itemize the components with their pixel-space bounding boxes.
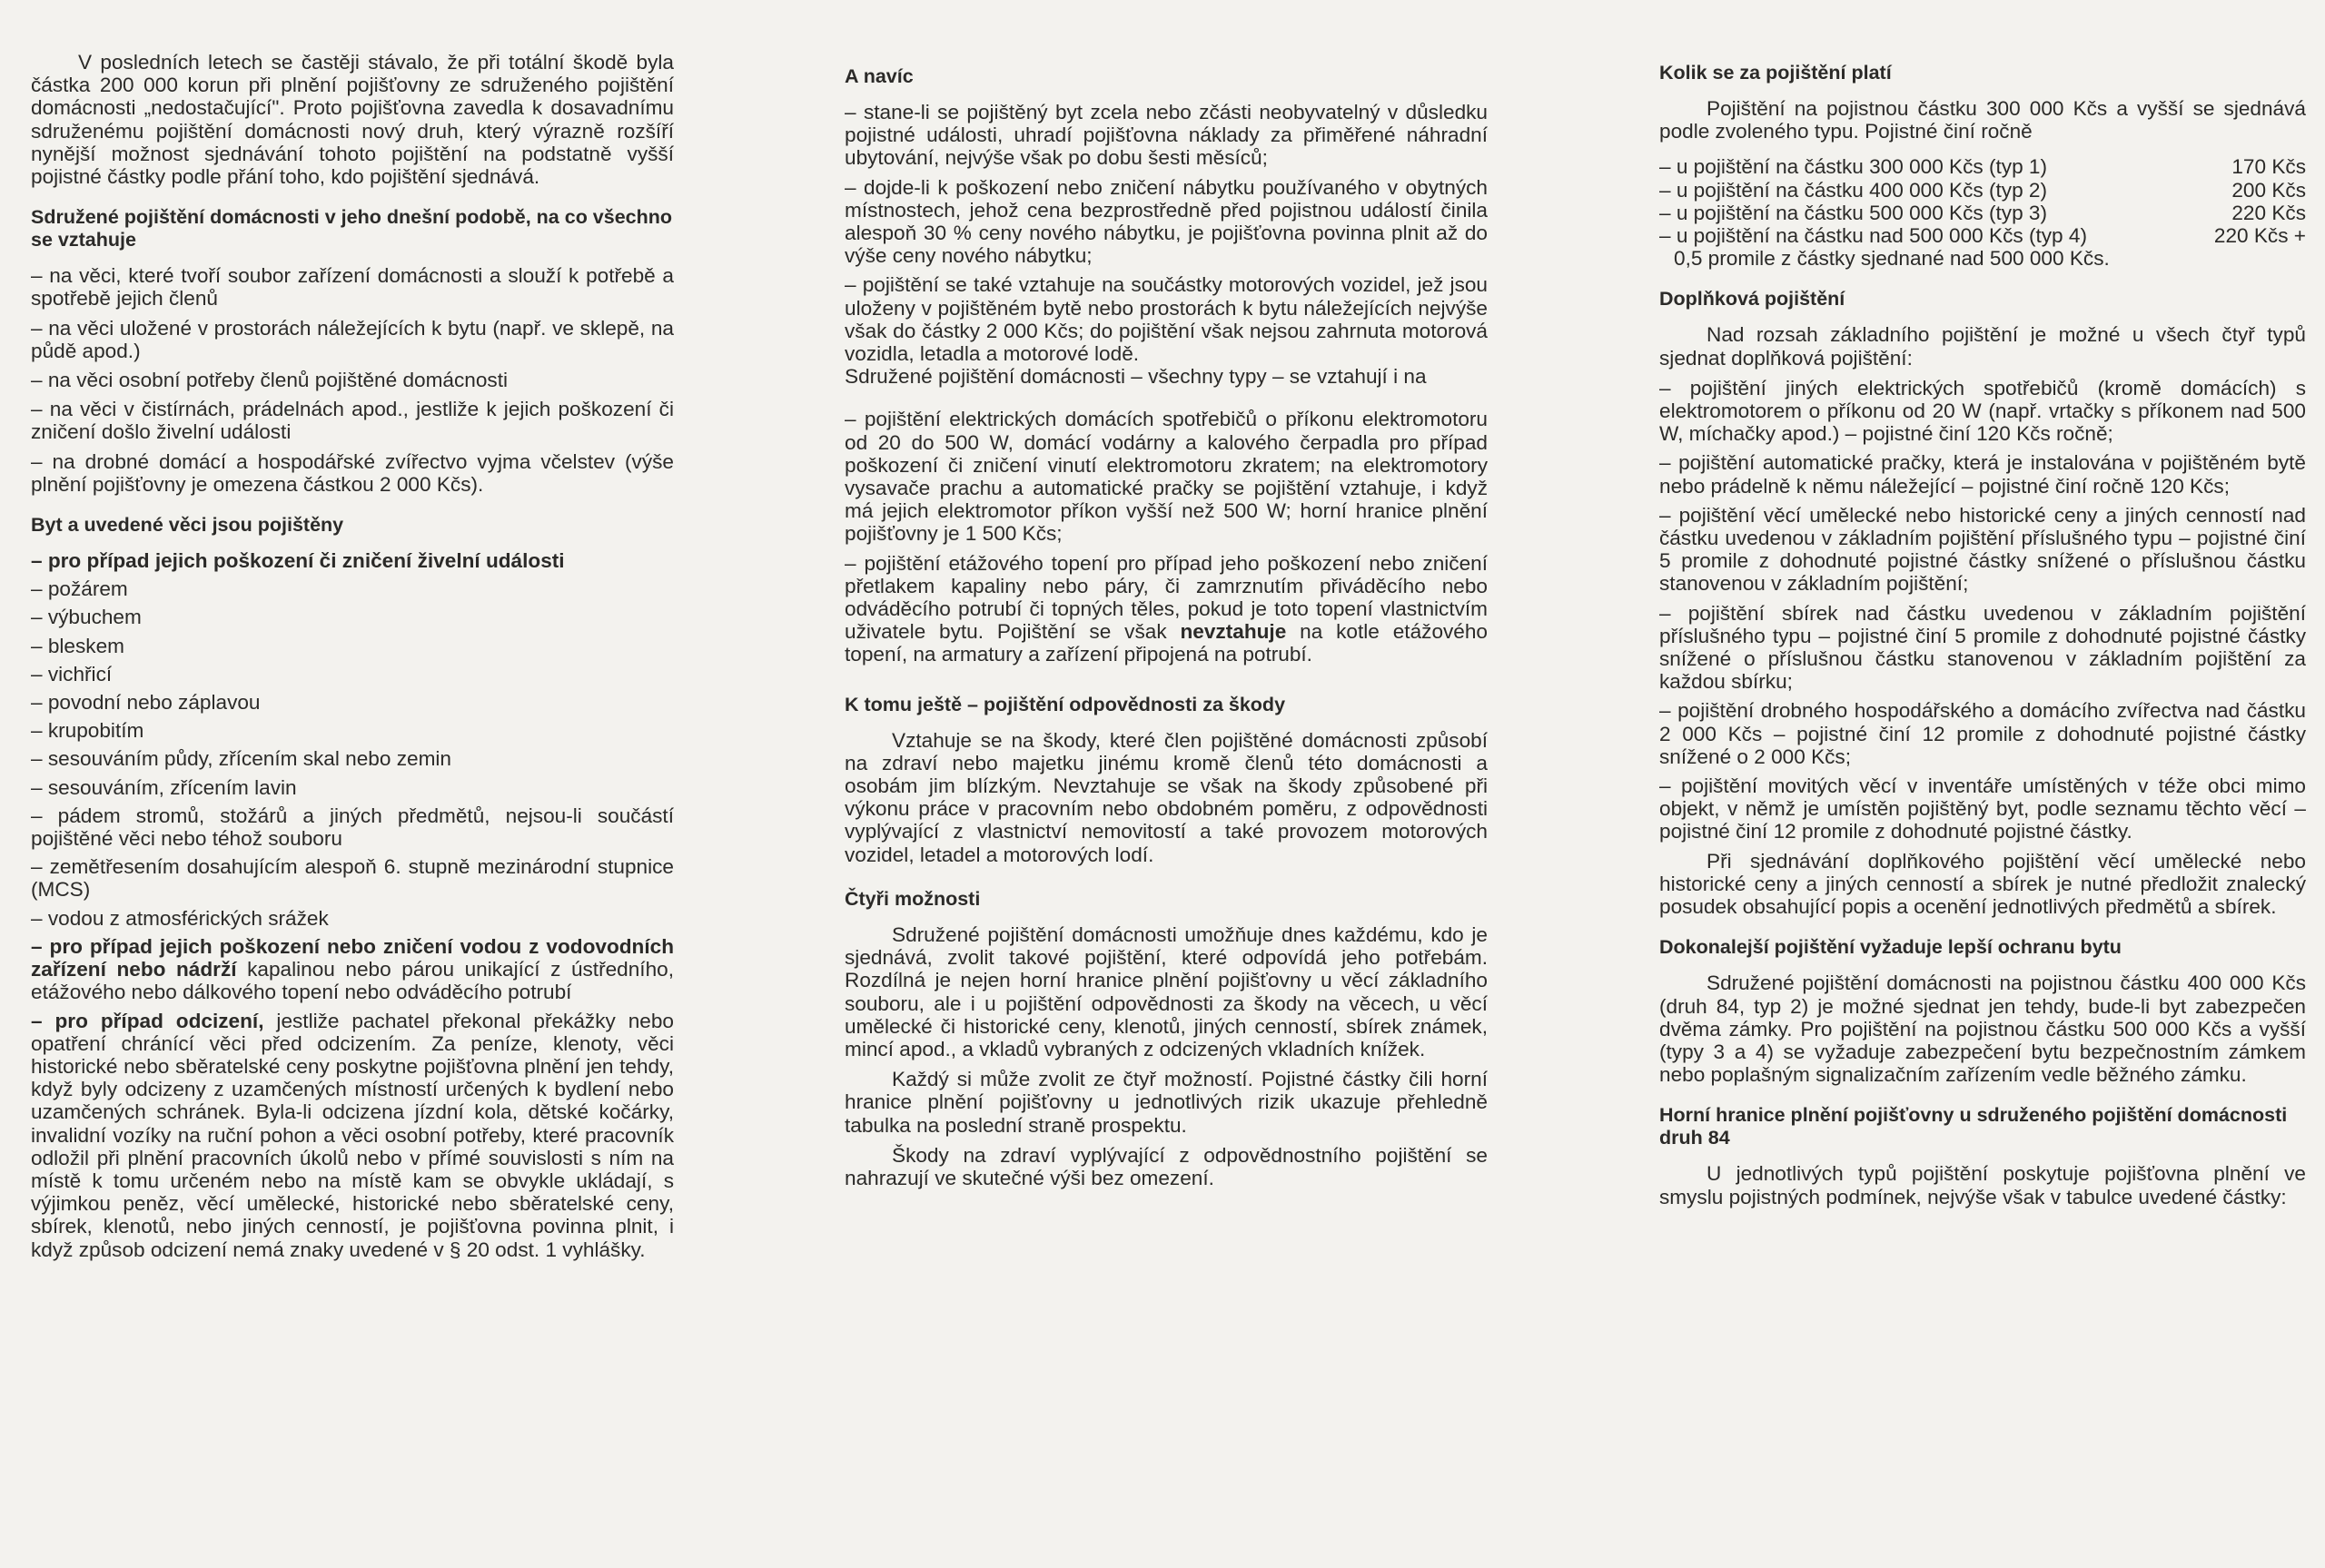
list-item: – sesouváním půdy, zřícením skal nebo zemin [31, 747, 451, 771]
section-heading-limits: Horní hranice plnění pojišťovny u sdruženého pojištění domácnosti druh 84 [1659, 1104, 2288, 1149]
list-item: – na věci osobní potřeby členů pojištěné domácnosti [31, 369, 509, 392]
options-paragraph: Škody na zdraví vyplývající z odpovědnostního pojištění se nahrazují ve skutečné výši bez omezení. [845, 1143, 1488, 1189]
list-item: – vichřicí [31, 662, 113, 685]
heating-text: – pojištění etážového topení pro případ jeho poškození nebo zničení přetlakem kapaliny nebo páry, či zamrznutím přiváděcího nebo odváděcího potrubí či topných těles, pokud je toto topení vlastnictvím uživatele bytu. Pojištění se však [845, 551, 1488, 644]
list-item: – požárem [31, 577, 128, 601]
section-heading-coverage: Sdružené pojištění domácnosti v jeho dnešní podobě, na co všechno se vztahuje [31, 206, 673, 251]
options-paragraph: Sdružené pojištění domácnosti umožňuje dnes každému, kdo je sjednává, zvolit takové pojištění, které odpovídá jeho potřebám. Rozdílná je nejen horní hranice plnění pojišťovny u věcí základního souboru, ale i u pojištění odpovědnosti za škody na věcech, u věcí umělecké či historické ceny, klenotů, jiných cenností, sbírek známek, mincí apod., a vkladů vybraných z odcizených vkladních knížek. [845, 922, 1488, 1060]
section-heading-extra: A navíc [845, 65, 914, 87]
pricing-paragraph: Pojištění na pojistnou částku 300 000 Kčs a vyšší se sjednává podle zvoleného typu. Pojistné činí ročně [1659, 97, 2306, 143]
water-bold-text: – pro případ jejich poškození nebo zničení vodou z vodovodních zařízení nebo nádrží [31, 934, 674, 981]
rate-row [1659, 202, 2306, 224]
section-heading-supplementary: Doplňková pojištění [1659, 288, 1845, 311]
heating-text-end: na kotle etážového topení, na armatury a zařízení připojená na potrubí. [845, 620, 1488, 666]
section-heading-liability: K tomu ještě – pojištění odpovědnosti za škody [845, 693, 1286, 715]
subheading-natural-events: – pro případ jejich poškození či zničení živelní události [31, 549, 565, 573]
list-item-water [31, 935, 674, 1004]
limits-paragraph: U jednotlivých typů pojištění poskytuje pojišťovna plnění ve smyslu pojistných podmínek, nejvýše však v tabulce uvedené částky: [1659, 1162, 2306, 1208]
rate-table [1659, 155, 2306, 270]
rate-row [1659, 224, 2306, 247]
protection-paragraph: Sdružené pojištění domácnosti na pojistnou částku 400 000 Kčs (druh 84, typ 2) je možné sjednat jen tehdy, bude-li byt zabezpečen dvěma zámky. Pro pojištění na pojistnou částku 500 000 Kčs a vyšší (typy 3 a 4) se vyžaduje zabezpečení bytu bezpečnostním zámkem nebo poplašným signalizačním zařízením vedle běžného zámku. [1659, 971, 2306, 1087]
list-item: – vodou z atmosférických srážek [31, 906, 329, 930]
list-item: – krupobitím [31, 719, 144, 743]
list-item: – pojištění se také vztahuje na součástky motorových vozidel, jež jsou uloženy v pojištěném bytě nebo prostorách k bytu náležejících nejvýše však do částky 2 000 Kčs; do pojištění však nejsou zahrnuta motorová vozidla, letadla a motorové lodě. [845, 273, 1488, 366]
rate-row [1659, 179, 2306, 202]
list-item-heating [845, 552, 1488, 666]
theft-bold-text: – pro případ odcizení, [31, 1009, 264, 1032]
list-item: – pojištění sbírek nad částku uvedenou v základním pojištění příslušného typu – pojistné činí 5 promile z dohodnuté pojistné částky snížené o příslušnou částku stanovenou v základním pojištění za každou sbírku; [1659, 601, 2306, 694]
options-paragraph: Každý si může zvolit ze čtyř možností. Pojistné částky čili horní hranice plnění pojišťovny u jednotlivých rizik ukazuje přehledně tabulka na poslední straně prospektu. [845, 1068, 1488, 1137]
section-heading-insured: Byt a uvedené věci jsou pojištěny [31, 514, 344, 537]
rate-label: – u pojištění na částku 400 000 Kčs (typ 2) [1659, 178, 2048, 202]
section-heading-pricing: Kolik se za pojištění platí [1659, 62, 1892, 84]
list-item: – pojištění jiných elektrických spotřebičů (kromě domácích) s elektromotorem o příkonu od 20 W (např. vrtačky s příkonem nad 500 W, míchačky apod.) – pojistné činí 120 Kčs ročně; [1659, 376, 2306, 446]
rate-label: – u pojištění na částku 500 000 Kčs (typ 3) [1659, 201, 2048, 224]
list-item: – pojištění drobného hospodářského a domácího zvířectva nad částku 2 000 Kčs – pojistné činí 12 promile z dohodnuté pojistné částky snížené o 2 000 Kčs; [1659, 699, 2306, 768]
list-item: – na věci v čistírnách, prádelnách apod., jestliže k jejich poškození či zničení došlo živelní události [31, 398, 674, 444]
water-text: kapalinou nebo párou unikající z ústředního, etážového nebo dálkového topení nebo odváděcího potrubí [31, 958, 674, 1004]
section-heading-four-options: Čtyři možnosti [845, 887, 981, 910]
list-item: – zemětřesením dosahujícím alespoň 6. stupně mezinárodní stupnice (MCS) [31, 855, 674, 902]
list-item-intro: Sdružené pojištění domácnosti – všechny typy – se vztahují i na [845, 365, 1427, 389]
list-item: – pádem stromů, stožárů a jiných předmětů, nejsou-li součástí pojištěné věci nebo téhož souboru [31, 804, 674, 851]
rate-label: – u pojištění na částku nad 500 000 Kčs (typ 4) [1659, 224, 2087, 248]
list-item: – dojde-li k poškození nebo zničení nábytku používaného v obytných místnostech, jehož cena bezprostředně před pojistnou událostí činila alespoň 30 % ceny nového nábytku, je pojišťovna povinna plnit až do výše ceny nového nábytku; [845, 175, 1488, 268]
list-item: – na věci uložené v prostorách náležejících k bytu (např. ve sklepě, na půdě apod.) [31, 316, 674, 362]
list-item: – výbuchem [31, 606, 142, 629]
column-left [31, 51, 674, 1267]
rate-note: 0,5 promile z částky sjednané nad 500 000 Kčs. [1674, 247, 2110, 271]
rate-amount: 220 Kčs [2231, 201, 2306, 224]
intro-paragraph: V posledních letech se častěji stávalo, že při totální škodě byla částka 200 000 korun při plnění pojišťovny ze sdruženého pojištění domácnosti „nedostačující". Proto pojišťovna zavedla k dosavadnímu sdruženému pojištění domácnosti nový druh, který výrazně rozšíří nynější možnost sjednávání tohoto pojištění na podstatně vyšší pojistné částky podle přání toho, kdo pojištění sjednává. [31, 51, 674, 189]
list-item: – bleskem [31, 634, 124, 657]
liability-paragraph: Vztahuje se na škody, které člen pojištěné domácnosti způsobí na zdraví nebo majetku jinému kromě členů této domácnosti a osobám jim blízkým. Nevztahuje se však na škody způsobené při výkonu práce v pracovním nebo obdobném poměru, z odpovědnosti vyplývající z vlastnictví nemovitostí a také provozem motorových vozidel, letadel a motorových lodí. [845, 728, 1488, 866]
rate-label: – u pojištění na částku 300 000 Kčs (typ 1) [1659, 155, 2048, 179]
list-item: – pojištění automatické pračky, která je instalována v pojištěném bytě nebo prádelně k němu náležející – pojistné činí ročně 120 Kčs; [1659, 451, 2306, 498]
list-item: – pojištění elektrických domácích spotřebičů o příkonu elektromotoru od 20 do 500 W, domácí vodárny a kalového čerpadla pro případ poškození či zničení vinutí elektromotoru zkratem; na elektromotory vysavače prachu a automatické pračky se pojištění vztahuje, i když má jejich elektromotor příkon vyšší než 500 W; horní hranice plnění pojišťovny je 1 500 Kčs; [845, 408, 1488, 546]
column-middle [845, 65, 1488, 1197]
rate-amount: 220 Kčs + [2213, 224, 2306, 248]
column-right [1659, 62, 2306, 1216]
theft-text: jestliže pachatel překonal překážky nebo opatření chránící věci před odcizením. Za peníze, klenoty, věci historické nebo sběratelské ceny poskytne pojišťovna plnění jen tehdy, když byly odcizeny z uzamčených místností určených k bydlení nebo uzamčených schránek. Byla-li odcizena jízdní kola, dětské kočárky, invalidní vozíky na ruční pohon a věci osobní potřeby, které pracovník odložil při plnění pracovních úkolů nebo v přímé souvislosti s ním na místě k tomu určeném nebo na místě kam se obvykle ukládají, s výjimkou peněz, věcí umělecké, historické nebo sběratelské ceny, sbírek, klenotů, nebo jiných cenností, je pojišťovna povinna plnit, i když způsob odcizení nemá znaky uvedené v § 20 odst. 1 vyhlášky. [31, 1009, 674, 1261]
rate-amount: 200 Kčs [2231, 178, 2306, 202]
rate-amount: 170 Kčs [2231, 155, 2306, 179]
list-item: – na drobné domácí a hospodářské zvířectvo vyjma včelstev (výše plnění pojišťovny je omezena částkou 2 000 Kčs). [31, 449, 674, 496]
list-item: – na věci, které tvoří soubor zařízení domácnosti a slouží k potřebě a spotřebě jejich členů [31, 264, 674, 311]
list-item: – stane-li se pojištěný byt zcela nebo zčásti neobyvatelný v důsledku pojistné události, uhradí pojišťovna náklady za přiměřené náhradní ubytování, nejvýše však po dobu šesti měsíců; [845, 101, 1488, 170]
list-item: – pojištění věcí umělecké nebo historické ceny a jiných cenností nad částku uvedenou v základním pojištění příslušného typu – pojistné činí 5 promile z dohodnuté pojistné částky snížené o příslušnou částku stanovenou v základním pojištění; [1659, 503, 2306, 596]
list-item-theft [31, 1010, 674, 1261]
list-item: – pojištění movitých věcí v inventáře umístěných v téže obci mimo objekt, v němž je umístěn pojištěný byt, podle seznamu těchto věcí – pojistné činí 12 promile z dohodnuté pojistné částky. [1659, 774, 2306, 843]
rate-row [1659, 155, 2306, 178]
list-item: – povodní nebo záplavou [31, 691, 261, 715]
supplementary-note: Při sjednávání doplňkového pojištění věcí umělecké nebo historické ceny a jiných cenností a sbírek je nutné předložit znalecký posudek obsahující popis a ocenění jednotlivých předmětů a sbírek. [1659, 849, 2306, 919]
supplementary-paragraph: Nad rozsah základního pojištění je možné u všech čtyř typů sjednat doplňková pojištění: [1659, 323, 2306, 370]
heating-bold-text: nevztahuje [1180, 620, 1287, 644]
list-item: – sesouváním, zřícením lavin [31, 775, 297, 799]
section-heading-protection: Dokonalejší pojištění vyžaduje lepší ochranu bytu [1659, 936, 2122, 959]
